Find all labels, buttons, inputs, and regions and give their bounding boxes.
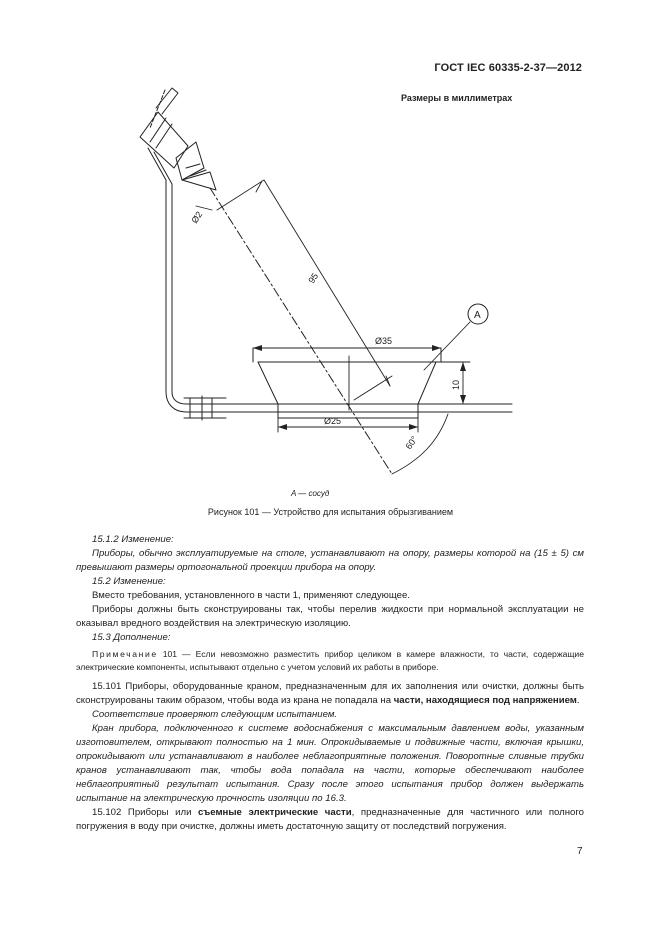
support-bracket xyxy=(148,148,512,412)
dim-25 xyxy=(278,418,418,432)
section-15-101-end: . xyxy=(576,695,580,706)
angle-arc xyxy=(392,414,448,474)
body-text xyxy=(76,533,584,834)
section-15-101-text: 15.101 Приборы, оборудованные краном, предназначенным для их заполнения или очистки, должны быть сконструированы таким образом, чтобы вода из крана не попадала на xyxy=(76,681,584,706)
label-60: 60° xyxy=(403,434,420,452)
label-95: 95 xyxy=(306,271,321,286)
note-label: Примечание xyxy=(92,649,158,659)
test-procedure-text: Кран прибора, подключенного к системе водоснабжения с максимальным давлением воды, указанным изготовителем, открывают полностью на 1 мин. Опрокидываемые и подвижные части, включая крышки, опрокидывают или устанавливают в наиболее неблагоприятные положения. Поворотные сливные трубки кранов устанавливают так, чтобы вода попадала на части, которые обеспечивают наиболее неблагоприятный результат испытания. Сразу после этого испытания прибор должен выдержать испытание на электрическую прочность изоляции по 16.3. xyxy=(76,723,584,804)
section-15-1-2-head: 15.1.2 Изменение: xyxy=(92,534,174,545)
standard-code: ГОСТ IEC 60335-2-37—2012 xyxy=(434,62,582,74)
note-text: 101 — Если невозможно разместить прибор целиком в камере влажности, то части, содержащие электрические компоненты, испытывают отдельно с учетом условий их работы в приборе. xyxy=(76,649,585,672)
section-15-1-2-text: Приборы, обычно эксплуатируемые на столе, устанавливают на опору, размеры которой на (15 ± 5) см превышают размеры ортогональной проекции прибора на опору. xyxy=(76,548,584,573)
section-15-102-end: , предназначенные для частичного или полного погружения в воду при очистке, должны иметь достаточную защиту от последствий погружения. xyxy=(76,807,584,832)
section-15-101 xyxy=(76,680,584,708)
spray-axis xyxy=(210,188,392,474)
dim-95 xyxy=(217,180,392,400)
section-15-3-head: 15.3 Дополнение: xyxy=(92,632,171,643)
faucet-upper xyxy=(156,88,178,114)
figure-legend: A — сосуд xyxy=(291,489,330,498)
label-10: 10 xyxy=(451,379,461,390)
vessel xyxy=(258,362,436,418)
section-15-102-text: 15.102 Приборы или xyxy=(92,807,199,818)
nozzle-cone xyxy=(182,172,216,190)
term-live-parts: части, находящиеся под напряжением xyxy=(393,695,577,706)
note-101 xyxy=(76,648,584,674)
page-number: 7 xyxy=(577,846,583,857)
label-dia2: Ø2 xyxy=(189,209,205,226)
compliance-text: Соответствие проверяют следующим испытанием. xyxy=(92,709,338,720)
section-15-102 xyxy=(76,806,584,834)
label-dia25: Ø25 xyxy=(324,416,342,426)
section-15-2-text-2: Приборы должны быть сконструированы так, чтобы перелив жидкости при нормальной эксплуатации не оказывал вредного воздействия на электрическую изоляцию. xyxy=(76,604,584,629)
callout-a-label: A xyxy=(474,310,481,321)
section-15-2-head: 15.2 Изменение: xyxy=(92,576,166,587)
dimensions-note: Размеры в миллиметрах xyxy=(401,93,513,103)
label-dia35: Ø35 xyxy=(375,336,393,346)
figure-caption: Рисунок 101 — Устройство для испытания обрызгиванием xyxy=(207,507,454,517)
term-detachable-parts: съемные электрические части xyxy=(198,807,352,818)
section-15-2-text-1: Вместо требования, установленного в части 1, применяют следующее. xyxy=(92,590,410,601)
